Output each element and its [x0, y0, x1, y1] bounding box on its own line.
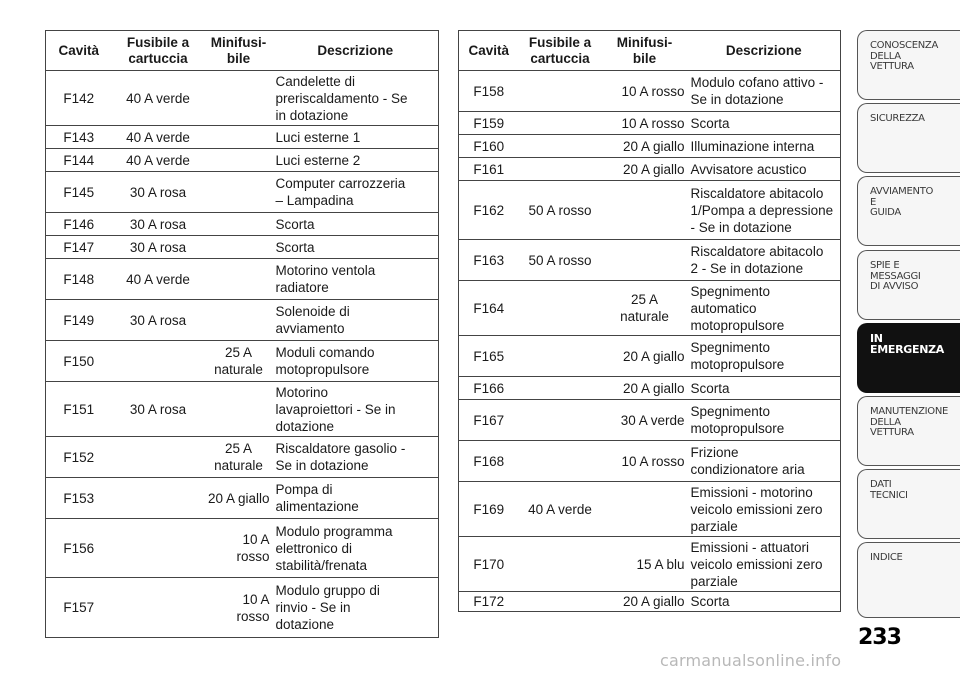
- sidebar-tab[interactable]: [857, 250, 960, 320]
- header-minifusibile: Minifusi- bile: [205, 31, 273, 71]
- cell-descrizione: Riscaldatore gasolio - Se in dotazione: [273, 437, 439, 478]
- cell-minifusibile: [602, 482, 688, 537]
- cell-minifusibile: [602, 240, 688, 281]
- sidebar-tab-label: INDICE: [870, 552, 903, 563]
- sidebar-tab[interactable]: [857, 396, 960, 466]
- cell-minifusibile: 10 A rosso: [205, 578, 273, 638]
- cell-cavita: F158: [459, 71, 519, 112]
- cell-minifusibile: 15 A blu: [602, 537, 688, 592]
- cell-cavita: F145: [46, 172, 112, 213]
- cell-cavita: F168: [459, 441, 519, 482]
- table-row: [46, 300, 439, 341]
- cell-fusibile: 40 A verde: [519, 482, 602, 537]
- cell-fusibile: [519, 537, 602, 592]
- table-row: [46, 382, 439, 437]
- cell-cavita: F165: [459, 336, 519, 377]
- cell-cavita: F142: [46, 71, 112, 126]
- sidebar-tab[interactable]: [857, 542, 960, 618]
- table-row: [46, 478, 439, 519]
- sidebar-tab-label: SPIE E MESSAGGI DI AVVISO: [870, 260, 921, 292]
- sidebar-tab[interactable]: [857, 323, 960, 393]
- cell-descrizione: Motorino lavaproiettori - Se in dotazione: [273, 382, 439, 437]
- table-row: [46, 213, 439, 236]
- cell-cavita: F150: [46, 341, 112, 382]
- cell-cavita: F172: [459, 592, 519, 612]
- table-row: [46, 126, 439, 149]
- cell-minifusibile: 10 A rosso: [602, 112, 688, 135]
- cell-descrizione: Candelette di preriscaldamento - Se in dotazione: [273, 71, 439, 126]
- cell-descrizione: Luci esterne 1: [273, 126, 439, 149]
- cell-fusibile: 30 A rosa: [112, 213, 205, 236]
- table-row: [459, 240, 841, 281]
- cell-descrizione: Spegnimento automatico motopropulsore: [688, 281, 841, 336]
- cell-cavita: F167: [459, 400, 519, 441]
- cell-minifusibile: 25 A naturale: [602, 281, 688, 336]
- table-row: [459, 592, 841, 612]
- cell-descrizione: Computer carrozzeria – Lampadina: [273, 172, 439, 213]
- header-descrizione: Descrizione: [688, 31, 841, 71]
- table-row: [46, 149, 439, 172]
- table-row: [459, 336, 841, 377]
- cell-minifusibile: [205, 382, 273, 437]
- header-minifusibile: Minifusi- bile: [602, 31, 688, 71]
- cell-cavita: F159: [459, 112, 519, 135]
- cell-cavita: F169: [459, 482, 519, 537]
- cell-descrizione: Spegnimento motopropulsore: [688, 336, 841, 377]
- cell-descrizione: Scorta: [273, 236, 439, 259]
- header-fusibile: Fusibile a cartuccia: [519, 31, 602, 71]
- cell-minifusibile: 20 A giallo: [602, 135, 688, 158]
- cell-minifusibile: 20 A giallo: [602, 158, 688, 181]
- cell-minifusibile: [205, 259, 273, 300]
- fuse-table-right: [458, 30, 841, 612]
- cell-descrizione: Modulo gruppo di rinvio - Se in dotazione: [273, 578, 439, 638]
- table-row: [459, 181, 841, 240]
- cell-fusibile: [112, 578, 205, 638]
- cell-fusibile: 40 A verde: [112, 259, 205, 300]
- cell-minifusibile: [205, 126, 273, 149]
- cell-descrizione: Scorta: [688, 112, 841, 135]
- cell-descrizione: Solenoide di avviamento: [273, 300, 439, 341]
- cell-minifusibile: [205, 300, 273, 341]
- cell-descrizione: Scorta: [273, 213, 439, 236]
- cell-cavita: F149: [46, 300, 112, 341]
- cell-minifusibile: [205, 213, 273, 236]
- sidebar-tab-label: CONOSCENZA DELLA VETTURA: [870, 40, 939, 72]
- cell-descrizione: Scorta: [688, 377, 841, 400]
- fuse-table-right-body: [459, 71, 841, 612]
- cell-cavita: F146: [46, 213, 112, 236]
- cell-minifusibile: [205, 236, 273, 259]
- sidebar-tab[interactable]: [857, 30, 960, 100]
- cell-fusibile: 30 A rosa: [112, 172, 205, 213]
- cell-cavita: F147: [46, 236, 112, 259]
- cell-fusibile: [519, 112, 602, 135]
- cell-cavita: F143: [46, 126, 112, 149]
- cell-descrizione: Avvisatore acustico: [688, 158, 841, 181]
- cell-fusibile: 40 A verde: [112, 71, 205, 126]
- cell-fusibile: [519, 336, 602, 377]
- cell-minifusibile: 30 A verde: [602, 400, 688, 441]
- table-row: [46, 519, 439, 578]
- sidebar-tab[interactable]: [857, 176, 960, 246]
- table-row: [459, 400, 841, 441]
- cell-fusibile: [112, 519, 205, 578]
- cell-fusibile: [519, 281, 602, 336]
- cell-fusibile: 40 A verde: [112, 126, 205, 149]
- sidebar-tab[interactable]: [857, 103, 960, 173]
- cell-fusibile: [519, 158, 602, 181]
- cell-fusibile: 30 A rosa: [112, 236, 205, 259]
- cell-fusibile: [112, 341, 205, 382]
- cell-cavita: F164: [459, 281, 519, 336]
- table-row: [459, 537, 841, 592]
- cell-cavita: F152: [46, 437, 112, 478]
- table-row: [46, 71, 439, 126]
- sidebar-tab-label: AVVIAMENTO E GUIDA: [870, 186, 934, 218]
- table-row: [459, 158, 841, 181]
- cell-fusibile: [519, 592, 602, 612]
- cell-descrizione: Modulo programma elettronico di stabilità/frenata: [273, 519, 439, 578]
- cell-fusibile: [519, 400, 602, 441]
- sidebar-tab-label: MANUTENZIONE DELLA VETTURA: [870, 406, 949, 438]
- cell-cavita: F153: [46, 478, 112, 519]
- header-fusibile: Fusibile a cartuccia: [112, 31, 205, 71]
- cell-fusibile: [519, 135, 602, 158]
- cell-minifusibile: 10 A rosso: [205, 519, 273, 578]
- cell-descrizione: Illuminazione interna: [688, 135, 841, 158]
- cell-cavita: F156: [46, 519, 112, 578]
- cell-descrizione: Riscaldatore abitacolo 1/Pompa a depressione - Se in dotazione: [688, 181, 841, 240]
- header-cavita: Cavità: [46, 31, 112, 71]
- cell-descrizione: Modulo cofano attivo - Se in dotazione: [688, 71, 841, 112]
- cell-minifusibile: [602, 181, 688, 240]
- cell-cavita: F162: [459, 181, 519, 240]
- sidebar-tab-label: IN EMERGENZA: [870, 332, 944, 356]
- cell-descrizione: Motorino ventola radiatore: [273, 259, 439, 300]
- fuse-table-left: [45, 30, 439, 638]
- table-row: [459, 377, 841, 400]
- page-number: 233: [858, 625, 901, 650]
- table-row: [459, 112, 841, 135]
- sidebar-tab[interactable]: [857, 469, 960, 539]
- table-row: [46, 259, 439, 300]
- cell-minifusibile: [205, 149, 273, 172]
- cell-descrizione: Moduli comando motopropulsore: [273, 341, 439, 382]
- cell-cavita: F166: [459, 377, 519, 400]
- cell-cavita: F160: [459, 135, 519, 158]
- fuse-table-left-body: [46, 71, 439, 638]
- table-row: [46, 437, 439, 478]
- sidebar-tab-label: SICUREZZA: [870, 113, 925, 124]
- cell-descrizione: Luci esterne 2: [273, 149, 439, 172]
- cell-minifusibile: 10 A rosso: [602, 71, 688, 112]
- header-cavita: Cavità: [459, 31, 519, 71]
- watermark: carmanualsonline.info: [660, 651, 842, 670]
- cell-descrizione: Riscaldatore abitacolo 2 - Se in dotazione: [688, 240, 841, 281]
- cell-fusibile: 40 A verde: [112, 149, 205, 172]
- cell-cavita: F148: [46, 259, 112, 300]
- cell-descrizione: Emissioni - motorino veicolo emissioni zero parziale: [688, 482, 841, 537]
- cell-fusibile: [519, 441, 602, 482]
- cell-descrizione: Emissioni - attuatori veicolo emissioni zero parziale: [688, 537, 841, 592]
- cell-fusibile: 30 A rosa: [112, 382, 205, 437]
- cell-descrizione: Spegnimento motopropulsore: [688, 400, 841, 441]
- cell-cavita: F161: [459, 158, 519, 181]
- cell-minifusibile: [205, 71, 273, 126]
- table-row: [459, 441, 841, 482]
- sidebar-tab-label: DATI TECNICI: [870, 479, 908, 501]
- table-row: [459, 281, 841, 336]
- cell-minifusibile: [205, 172, 273, 213]
- table-row: [46, 172, 439, 213]
- cell-minifusibile: 20 A giallo: [602, 377, 688, 400]
- table-row: [459, 135, 841, 158]
- table-row: [459, 482, 841, 537]
- header-descrizione: Descrizione: [273, 31, 439, 71]
- cell-descrizione: Scorta: [688, 592, 841, 612]
- cell-minifusibile: 20 A giallo: [602, 592, 688, 612]
- cell-cavita: F144: [46, 149, 112, 172]
- table-row: [46, 236, 439, 259]
- cell-minifusibile: 20 A giallo: [602, 336, 688, 377]
- cell-cavita: F157: [46, 578, 112, 638]
- cell-fusibile: [112, 437, 205, 478]
- cell-descrizione: Pompa di alimentazione: [273, 478, 439, 519]
- cell-fusibile: 50 A rosso: [519, 181, 602, 240]
- cell-minifusibile: 20 A giallo: [205, 478, 273, 519]
- table-row: [46, 341, 439, 382]
- cell-minifusibile: 25 A naturale: [205, 341, 273, 382]
- cell-fusibile: [519, 377, 602, 400]
- cell-cavita: F163: [459, 240, 519, 281]
- cell-cavita: F151: [46, 382, 112, 437]
- cell-descrizione: Frizione condizionatore aria: [688, 441, 841, 482]
- cell-fusibile: [112, 478, 205, 519]
- table-row: [459, 71, 841, 112]
- cell-fusibile: 50 A rosso: [519, 240, 602, 281]
- cell-fusibile: [519, 71, 602, 112]
- cell-fusibile: 30 A rosa: [112, 300, 205, 341]
- cell-minifusibile: 10 A rosso: [602, 441, 688, 482]
- table-row: [46, 578, 439, 638]
- cell-minifusibile: 25 A naturale: [205, 437, 273, 478]
- cell-cavita: F170: [459, 537, 519, 592]
